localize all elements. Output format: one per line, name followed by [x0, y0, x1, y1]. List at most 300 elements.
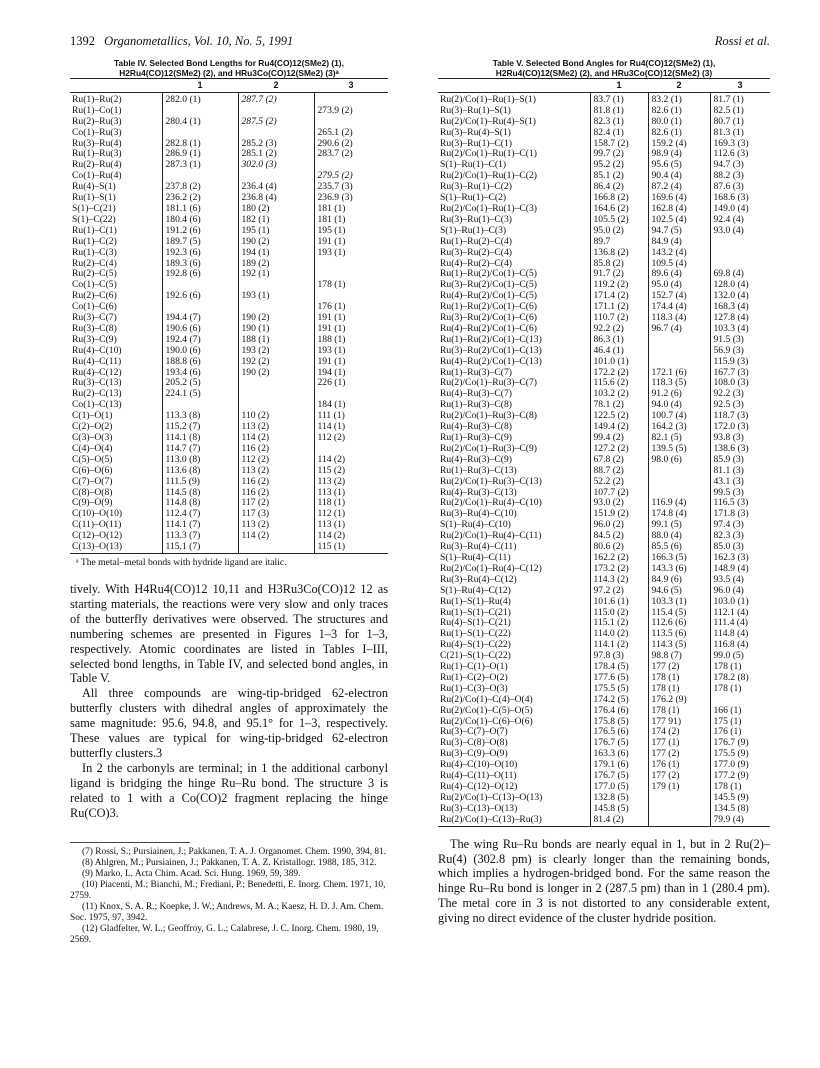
value-cell: 290.6 (2)	[314, 139, 388, 150]
bond-label: Ru(2)–Ru(4)	[72, 159, 122, 171]
value-cell: 152.7 (4)	[648, 291, 710, 302]
value-cell: 192 (1)	[238, 269, 314, 280]
table-row	[438, 477, 770, 488]
value-cell: 113.5 (6)	[648, 629, 710, 640]
value-cell: 189 (2)	[238, 259, 314, 270]
value-cell: 89.7	[590, 237, 648, 248]
value-cell: 56.9 (3)	[710, 346, 770, 357]
bond-label: Ru(4)–S(1)–C(22)	[440, 639, 511, 651]
value-cell: 112 (2)	[238, 455, 314, 466]
value-cell: 82.6 (1)	[648, 128, 710, 139]
value-cell: 177 (1)	[648, 738, 710, 749]
value-cell: 178 (1)	[710, 782, 770, 793]
value-cell	[648, 793, 710, 804]
column-header: 1	[162, 79, 238, 93]
bond-label: S(1)–Ru(1)–C(3)	[440, 224, 507, 236]
bond-label: Ru(4)–C(10)–O(10)	[440, 759, 518, 771]
value-cell: 195 (1)	[238, 226, 314, 237]
bond-label: Ru(3)–Ru(2)–C(4)	[440, 246, 512, 258]
value-cell: 80.7 (1)	[710, 117, 770, 128]
bond-label: Ru(2)/Co(1)–C(13)–O(13)	[440, 791, 543, 803]
value-cell: 193 (2)	[238, 346, 314, 357]
value-cell: 167.7 (3)	[710, 368, 770, 379]
bond-label: Ru(1)–S(1)–C(21)	[440, 606, 511, 618]
value-cell: 188 (1)	[238, 335, 314, 346]
value-cell: 143.3 (6)	[648, 564, 710, 575]
value-cell: 95.6 (5)	[648, 160, 710, 171]
value-cell: 177.2 (9)	[710, 771, 770, 782]
table5-caption: Table V. Selected Bond Angles for Ru4(CO)12(SMe2) (1), H2Ru4(CO)12(SMe2) (2), and HRu3Co(CO)12(SMe2) (3)	[492, 58, 716, 78]
value-cell: 82.1 (5)	[648, 433, 710, 444]
value-cell: 191.2 (6)	[162, 226, 238, 237]
value-cell	[238, 389, 314, 400]
bond-label: Ru(3)–Ru(2)/Co(1)–C(5)	[440, 279, 537, 291]
page-number: 1392	[70, 34, 95, 48]
value-cell: 46.4 (1)	[590, 346, 648, 357]
value-cell: 175 (1)	[710, 717, 770, 728]
value-cell: 116.9 (4)	[648, 498, 710, 509]
value-cell: 113 (1)	[314, 520, 388, 531]
bond-label: Ru(3)–Ru(1)–S(1)	[440, 104, 511, 116]
value-cell	[648, 466, 710, 477]
value-cell: 114.8 (4)	[710, 629, 770, 640]
bond-label: Ru(3)–C(8)–O(8)	[440, 737, 508, 749]
value-cell	[314, 117, 388, 128]
value-cell: 112.6 (6)	[648, 618, 710, 629]
value-cell: 116.5 (3)	[710, 498, 770, 509]
value-cell: 171.1 (2)	[590, 302, 648, 313]
value-cell: 169.3 (3)	[710, 139, 770, 150]
bond-label: Ru(4)–C(12)–O(12)	[440, 781, 518, 792]
value-cell: 115.1 (2)	[590, 618, 648, 629]
table4-bond-lengths	[70, 78, 388, 554]
value-cell: 112.1 (4)	[710, 608, 770, 619]
bond-label: C(5)–O(5)	[72, 453, 113, 465]
value-cell: 111 (1)	[314, 411, 388, 422]
value-cell: 279.5 (2)	[314, 171, 388, 182]
value-cell: 149.4 (2)	[590, 422, 648, 433]
value-cell: 273.9 (2)	[314, 106, 388, 117]
table-row	[438, 128, 770, 139]
bond-label: Ru(4)–Ru(3)–C(13)	[440, 486, 517, 498]
bond-label: Ru(1)–Ru(3)–C(7)	[440, 366, 512, 378]
value-cell	[162, 128, 238, 139]
value-cell: 177 (2)	[648, 662, 710, 673]
value-cell: 97.2 (2)	[590, 586, 648, 597]
value-cell: 178 (1)	[648, 684, 710, 695]
value-cell: 132.0 (4)	[710, 291, 770, 302]
table-row	[438, 706, 770, 717]
bond-label: C(13)–O(13)	[70, 542, 162, 553]
value-cell: 236.8 (4)	[238, 193, 314, 204]
value-cell: 190 (2)	[238, 368, 314, 379]
reference-item: (10) Piacenti, M.; Bianchi, M.; Frediani, P.; Benedetti, E. Inorg. Chem. 1971, 10, 2759.	[70, 880, 386, 902]
bond-label: C(3)–O(3)	[72, 432, 113, 443]
value-cell: 114.1 (8)	[162, 433, 238, 444]
value-cell: 96.0 (4)	[710, 586, 770, 597]
value-cell: 166 (1)	[710, 706, 770, 717]
table-row	[70, 357, 388, 368]
value-cell: 162.8 (4)	[648, 204, 710, 215]
bond-label: S(1)–C(22)	[72, 213, 116, 225]
value-cell: 178 (1)	[710, 662, 770, 673]
value-cell: 52.2 (2)	[590, 477, 648, 488]
value-cell: 102.5 (4)	[648, 215, 710, 226]
value-cell: 90.4 (4)	[648, 171, 710, 182]
bond-label: C(10)–O(10)	[72, 508, 123, 520]
bond-label: C(8)–O(8)	[72, 486, 113, 498]
running-authors: Rossi et al.	[714, 34, 770, 48]
value-cell: 191 (1)	[314, 324, 388, 335]
value-cell: 286.9 (1)	[162, 149, 238, 160]
value-cell: 81.1 (3)	[710, 466, 770, 477]
value-cell: 176.7 (9)	[710, 738, 770, 749]
bond-label: Ru(4)–C(12)	[72, 366, 122, 378]
value-cell: 114 (2)	[238, 531, 314, 542]
value-cell: 172.0 (3)	[710, 422, 770, 433]
bond-label: Ru(3)–C(7)–O(7)	[440, 726, 508, 738]
value-cell: 89.6 (4)	[648, 269, 710, 280]
value-cell: 43.1 (3)	[710, 477, 770, 488]
value-cell: 164.6 (2)	[590, 204, 648, 215]
value-cell: 178.4 (5)	[590, 662, 648, 673]
bond-label: Ru(1)–Ru(2)/Co(1)–C(6)	[440, 301, 537, 313]
bond-label: C(2)–O(2)	[72, 421, 113, 433]
table-row	[438, 248, 770, 259]
value-cell: 171.8 (3)	[710, 509, 770, 520]
bond-label: C(6)–O(6)	[72, 464, 113, 476]
bond-label: Ru(2)–C(4)	[72, 257, 117, 269]
value-cell: 95.2 (2)	[590, 160, 648, 171]
value-cell: 282.0 (1)	[162, 92, 238, 105]
value-cell: 285.2 (3)	[238, 139, 314, 150]
bond-label: Ru(3)–Ru(4)	[72, 137, 122, 149]
value-cell: 188 (1)	[314, 335, 388, 346]
column-header: 2	[648, 79, 710, 93]
value-cell: 114.5 (8)	[162, 488, 238, 499]
value-cell: 143.2 (4)	[648, 248, 710, 259]
value-cell: 139.5 (5)	[648, 444, 710, 455]
value-cell	[710, 248, 770, 259]
table-row	[438, 466, 770, 477]
value-cell: 174.8 (4)	[648, 509, 710, 520]
value-cell: 179 (1)	[648, 782, 710, 793]
bond-label: S(1)–Ru(4)–C(11)	[440, 551, 511, 563]
value-cell: 163.3 (6)	[590, 749, 648, 760]
bond-label: Ru(1)–C(2)–O(2)	[440, 671, 508, 683]
value-cell: 181 (1)	[314, 204, 388, 215]
table-row	[70, 466, 388, 477]
table4-footnote: ᵃ The metal–metal bonds with hydride ligand are italic.	[76, 556, 287, 568]
table-row	[438, 117, 770, 128]
value-cell: 118 (1)	[314, 498, 388, 509]
bond-label: Ru(1)–C(2)	[72, 235, 117, 247]
value-cell: 103.3 (1)	[648, 597, 710, 608]
value-cell: 176.7 (5)	[590, 738, 648, 749]
value-cell: 176 (1)	[648, 760, 710, 771]
value-cell: 114 (1)	[314, 422, 388, 433]
bond-label: Ru(3)–C(9)	[72, 333, 117, 345]
bond-label: Ru(4)–Ru(2)/Co(1)–C(6)	[440, 322, 537, 334]
value-cell: 86.4 (2)	[590, 182, 648, 193]
bond-label: Ru(3)–C(13)	[72, 377, 122, 389]
value-cell: 176.4 (6)	[590, 706, 648, 717]
bond-label: S(1)–Ru(4)–C(12)	[440, 584, 511, 596]
bond-label: Ru(1)–Ru(3)–C(8)	[440, 399, 512, 411]
paragraph-2: All three compounds are wing-tip-bridged 62-electron butterfly clusters with dihedral angles of approximately the same magnitude: 95.6, 94.8, and 95.1° for 1–3, respectively. These values are typical for wing-tip-bridged 62-electron butterfly clusters.3	[70, 686, 388, 760]
value-cell	[648, 815, 710, 826]
value-cell: 99.0 (5)	[710, 651, 770, 662]
bond-label: Ru(2)/Co(1)–C(4)–O(4)	[440, 693, 533, 705]
table-row	[70, 248, 388, 259]
value-cell: 178 (1)	[648, 673, 710, 684]
bond-label: Ru(3)–Ru(1)–C(1)	[440, 137, 512, 149]
value-cell: 138.6 (3)	[710, 444, 770, 455]
bond-label: Ru(3)–Ru(4)–S(1)	[440, 126, 511, 138]
value-cell: 113 (2)	[238, 520, 314, 531]
value-cell: 91.2 (6)	[648, 389, 710, 400]
table-row	[438, 357, 770, 368]
value-cell: 114 (2)	[238, 433, 314, 444]
value-cell: 113.3 (8)	[162, 411, 238, 422]
value-cell: 114 (2)	[314, 531, 388, 542]
value-cell: 99.1 (5)	[648, 520, 710, 531]
value-cell	[648, 477, 710, 488]
value-cell: 193.4 (6)	[162, 368, 238, 379]
value-cell: 116 (2)	[238, 488, 314, 499]
value-cell: 88.7 (2)	[590, 466, 648, 477]
value-cell: 159.2 (4)	[648, 139, 710, 150]
value-cell: 99.7 (2)	[590, 149, 648, 160]
value-cell: 176 (1)	[710, 727, 770, 738]
bond-label: Ru(1)–S(1)–C(22)	[440, 628, 511, 640]
value-cell: 113.0 (8)	[162, 455, 238, 466]
value-cell: 236.4 (4)	[238, 182, 314, 193]
value-cell: 85.8 (2)	[590, 259, 648, 270]
value-cell: 114.1 (7)	[162, 520, 238, 531]
table-row	[438, 597, 770, 608]
value-cell: 173.2 (2)	[590, 564, 648, 575]
value-cell: 118.7 (3)	[710, 411, 770, 422]
value-cell: 194.4 (7)	[162, 313, 238, 324]
bond-label: Ru(3)–Ru(1)–C(3)	[440, 213, 512, 225]
value-cell: 175.5 (9)	[710, 749, 770, 760]
value-cell: 115.9 (3)	[710, 357, 770, 368]
bond-label: Ru(1)–Co(1)	[72, 104, 122, 116]
table4-caption: Table IV. Selected Bond Lengths for Ru4(CO)12(SMe2) (1), H2Ru4(CO)12(SMe2) (2), and HRu3Co(CO)12(SMe2) (3)ᵃ	[114, 58, 344, 78]
value-cell: 98.9 (4)	[648, 149, 710, 160]
right-body-text	[438, 837, 770, 926]
bond-label: S(1)–Ru(1)–C(2)	[440, 192, 507, 204]
bond-label: Ru(1)–C(1)	[72, 224, 117, 236]
bond-label: Ru(2)/Co(1)–Ru(1)–C(3)	[440, 202, 537, 214]
value-cell: 101.6 (1)	[590, 597, 648, 608]
bond-label: Ru(2)/Co(1)–Ru(1)–C(1)	[440, 148, 537, 160]
value-cell: 166.8 (2)	[590, 193, 648, 204]
value-cell: 162.2 (2)	[590, 553, 648, 564]
value-cell: 265.1 (2)	[314, 128, 388, 139]
reference-item: (11) Knox, S. A. R.; Koepke, J. W.; Andrews, M. A.; Kaesz, H. D. J. Am. Chem. Soc. 1975, 97, 3942.	[70, 902, 384, 923]
table-row	[438, 815, 770, 826]
bond-label: Ru(3)–Ru(4)–C(10)	[440, 508, 517, 520]
bond-label: Ru(2)/Co(1)–Ru(4)–C(12)	[440, 562, 542, 574]
value-cell: 105.5 (2)	[590, 215, 648, 226]
value-cell	[710, 237, 770, 248]
footnote-rule	[70, 842, 190, 843]
column-header	[70, 79, 162, 93]
table-row	[438, 586, 770, 597]
value-cell	[238, 128, 314, 139]
value-cell: 69.8 (4)	[710, 269, 770, 280]
value-cell: 93.0 (4)	[710, 226, 770, 237]
value-cell: 176 (1)	[314, 302, 388, 313]
value-cell: 127.2 (2)	[590, 444, 648, 455]
bond-label: Ru(2)–C(13)	[72, 388, 122, 400]
value-cell: 114.0 (2)	[590, 629, 648, 640]
value-cell: 94.7 (5)	[648, 226, 710, 237]
value-cell: 110 (2)	[238, 411, 314, 422]
value-cell: 114.8 (8)	[162, 498, 238, 509]
value-cell: 78.1 (2)	[590, 400, 648, 411]
value-cell: 283.7 (2)	[314, 149, 388, 160]
bond-label: Ru(4)–Ru(3)–C(9)	[440, 453, 512, 465]
bond-label: C(11)–O(11)	[72, 519, 122, 531]
value-cell	[648, 335, 710, 346]
bond-label: Ru(2)/Co(1)–Ru(4)–C(11)	[440, 530, 542, 542]
value-cell: 177 (2)	[648, 749, 710, 760]
value-cell: 192.8 (6)	[162, 269, 238, 280]
bond-label: Ru(1)–Ru(3)	[72, 148, 122, 160]
value-cell: 177 91)	[648, 717, 710, 728]
value-cell: 95.0 (4)	[648, 280, 710, 291]
value-cell: 145.8 (5)	[590, 804, 648, 815]
bond-label: C(7)–O(7)	[72, 475, 113, 487]
value-cell: 92.4 (4)	[710, 215, 770, 226]
value-cell: 82.6 (1)	[648, 106, 710, 117]
value-cell: 117 (2)	[238, 498, 314, 509]
bond-label: Ru(1)–C(1)–O(1)	[440, 661, 508, 673]
value-cell: 92.5 (3)	[710, 400, 770, 411]
table-row	[70, 92, 388, 105]
value-cell: 101.0 (1)	[590, 357, 648, 368]
value-cell: 194 (1)	[238, 248, 314, 259]
value-cell: 190 (1)	[238, 324, 314, 335]
value-cell: 192.3 (6)	[162, 248, 238, 259]
value-cell: 113.6 (8)	[162, 466, 238, 477]
value-cell: 116.8 (4)	[710, 640, 770, 651]
value-cell: 112 (2)	[314, 433, 388, 444]
header-left	[70, 34, 293, 49]
value-cell: 192.4 (7)	[162, 335, 238, 346]
bond-label: Co(1)–C(13)	[72, 399, 122, 411]
bond-label: Ru(1)–Ru(2)/Co(1)–C(13)	[440, 333, 542, 345]
value-cell: 122.5 (2)	[590, 411, 648, 422]
running-header	[70, 34, 770, 54]
value-cell: 103.3 (4)	[710, 324, 770, 335]
value-cell	[314, 259, 388, 270]
value-cell: 94.7 (3)	[710, 160, 770, 171]
value-cell: 115 (1)	[314, 542, 388, 553]
value-cell: 224.1 (5)	[162, 389, 238, 400]
value-cell: 79.9 (4)	[710, 815, 770, 826]
bond-label: Ru(2)/Co(1)–C(13)–Ru(3)	[438, 815, 590, 826]
bond-label: C(12)–O(12)	[72, 530, 123, 542]
value-cell: 119.2 (2)	[590, 280, 648, 291]
bond-label: Ru(3)–C(7)	[72, 312, 117, 324]
right-column	[438, 58, 770, 926]
value-cell: 190 (2)	[238, 237, 314, 248]
bond-label: Ru(3)–C(8)	[72, 322, 117, 334]
bond-label: Ru(3)–Ru(4)–C(11)	[440, 541, 517, 553]
value-cell	[648, 804, 710, 815]
bond-label: Ru(3)–Ru(4)–C(12)	[440, 573, 517, 585]
bond-label: Ru(4)–Ru(3)–C(7)	[440, 388, 512, 400]
value-cell: 175.5 (5)	[590, 684, 648, 695]
value-cell	[314, 92, 388, 105]
column-header	[438, 79, 590, 93]
bond-label: Ru(2)–Ru(3)	[72, 115, 122, 127]
value-cell: 188.8 (6)	[162, 357, 238, 368]
value-cell: 111.4 (4)	[710, 618, 770, 629]
value-cell: 180.4 (6)	[162, 215, 238, 226]
column-header: 2	[238, 79, 314, 93]
bond-label: Ru(2)/Co(1)–C(5)–O(5)	[440, 704, 533, 716]
value-cell: 176.7 (5)	[590, 771, 648, 782]
value-cell: 180 (2)	[238, 204, 314, 215]
bond-label: Co(1)–C(5)	[72, 279, 117, 291]
value-cell: 80.6 (2)	[590, 542, 648, 553]
value-cell: 113 (2)	[238, 422, 314, 433]
bond-label: Ru(1)–C(3)	[72, 246, 117, 258]
value-cell: 136.8 (2)	[590, 248, 648, 259]
reference-item: (9) Marko, L. Acta Chim. Acad. Sci. Hung. 1969, 59, 389.	[82, 869, 301, 880]
value-cell: 81.8 (1)	[590, 106, 648, 117]
value-cell: 191 (1)	[314, 313, 388, 324]
bond-label: Ru(1)–Ru(3)–C(13)	[440, 464, 517, 476]
bond-label: Ru(1)–Ru(2)/Co(1)–C(5)	[440, 268, 537, 280]
value-cell: 178 (1)	[314, 280, 388, 291]
paragraph-3: In 2 the carbonyls are terminal; in 1 the additional carbonyl ligand is bridging the hinge Ru–Ru bond. The structure 3 is related to 1 with a Co(CO)2 fragment replacing the hinge Ru(CO)3.	[70, 760, 388, 820]
value-cell: 97.8 (3)	[590, 651, 648, 662]
bond-label: Ru(2)/Co(1)–Ru(4)–S(1)	[440, 115, 536, 127]
table5-bond-angles	[438, 78, 770, 827]
value-cell: 100.7 (4)	[648, 411, 710, 422]
bond-label: Ru(2)/Co(1)–Ru(1)–C(2)	[440, 170, 537, 182]
value-cell: 236.9 (3)	[314, 193, 388, 204]
value-cell: 226 (1)	[314, 378, 388, 389]
value-cell: 190 (2)	[238, 313, 314, 324]
value-cell: 81.4 (2)	[590, 815, 648, 826]
value-cell: 93.0 (2)	[590, 498, 648, 509]
table-row	[70, 280, 388, 291]
value-cell: 113 (2)	[238, 466, 314, 477]
value-cell: 280.4 (1)	[162, 117, 238, 128]
bond-label: S(1)–Ru(1)–C(1)	[440, 159, 507, 171]
value-cell	[238, 542, 314, 553]
value-cell: 98.8 (7)	[648, 651, 710, 662]
value-cell: 114.7 (7)	[162, 444, 238, 455]
value-cell: 85.5 (6)	[648, 542, 710, 553]
bond-label: Ru(3)–C(13)–O(13)	[440, 802, 518, 814]
value-cell: 179.1 (6)	[590, 760, 648, 771]
value-cell: 128.0 (4)	[710, 280, 770, 291]
bond-label: Ru(2)/Co(1)–Ru(3)–C(7)	[440, 377, 537, 389]
value-cell: 168.6 (3)	[710, 193, 770, 204]
value-cell: 168.3 (4)	[710, 302, 770, 313]
table-row	[70, 433, 388, 444]
bond-label: Ru(1)–S(1)	[72, 192, 116, 204]
paragraph-4: The wing Ru–Ru bonds are nearly equal in 1, but in 2 Ru(2)–Ru(4) (302.8 pm) is clearly longer than the remaining bonds, which implies a hydrogen-bridged bond. For the same reason the hinge Ru–Ru bond is longer in 2 (287.5 pm) than in 1 (280.4 pm). The metal core in 3 is not distorted to any considerable extent, giving no direct evidence of the cluster hydride position.	[438, 836, 770, 926]
